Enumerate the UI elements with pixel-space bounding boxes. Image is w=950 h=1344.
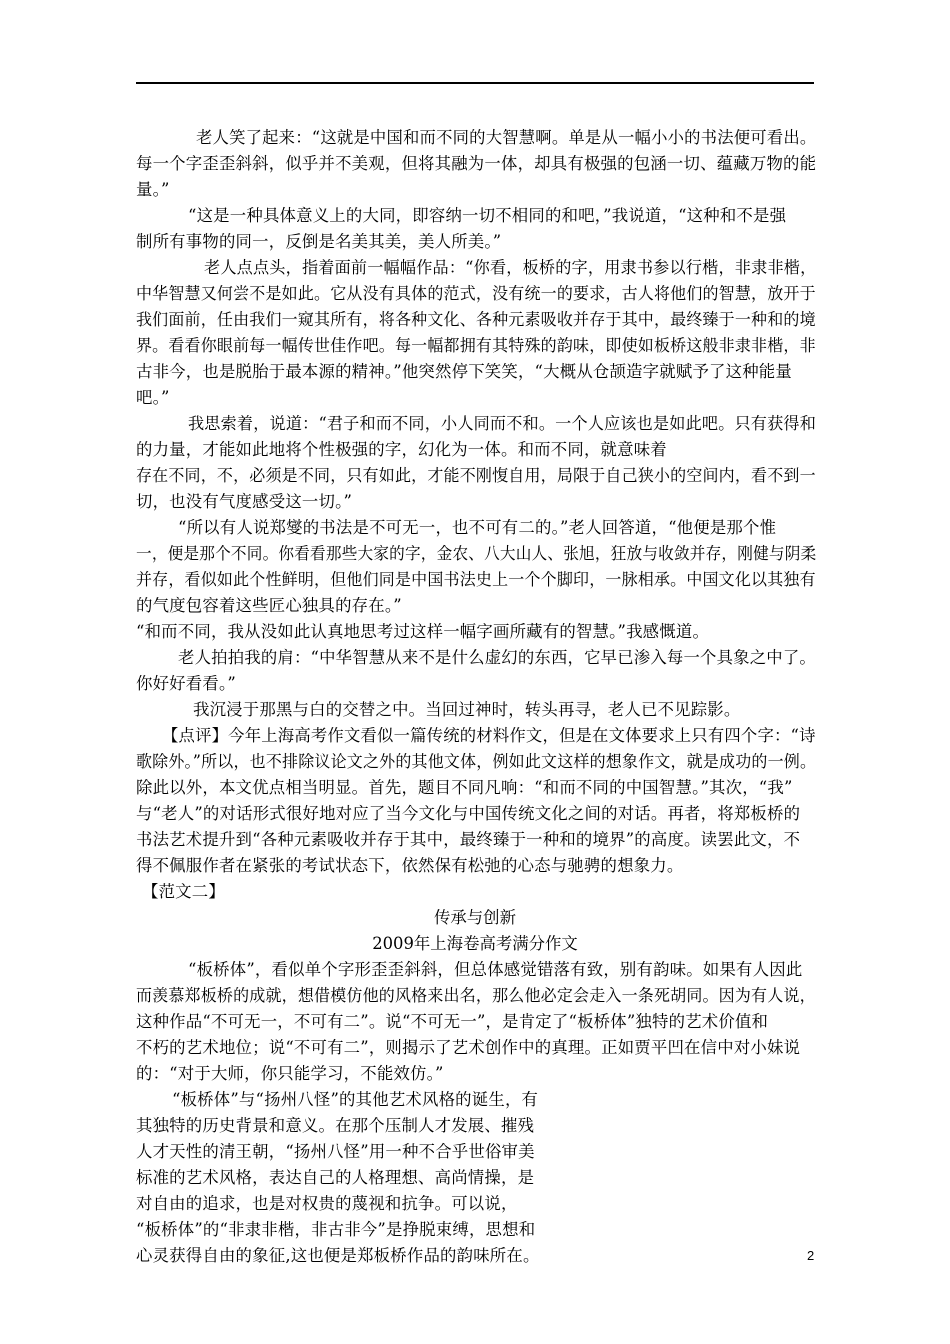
- text-line: 切，也没有气度感受这一切。”: [136, 492, 353, 511]
- text-line: 不朽的艺术地位；说“不可有二”，则揭示了艺术创作中的真理。正如贾平凹在信中对小妹说: [136, 1038, 801, 1057]
- text-line: “板桥体”的“非隶非楷，非古非今”是挣脱束缚，思想和: [136, 1220, 536, 1239]
- text-line: 的：“对于大师，你只能学习，不能效仿。”: [136, 1064, 444, 1083]
- text-line: 与“老人”的对话形式很好地对应了当今文化与中国传统文化之间的对话。再者，将郑板桥的: [136, 804, 801, 823]
- text-line: 你好好看看。”: [136, 674, 236, 693]
- text-line: 这种作品“不可无一，不可有二”。说“不可无一”，是肯定了“板桥体”独特的艺术价值和: [136, 1012, 769, 1031]
- text-line: 我沉浸于那黑与白的交替之中。当回过神时，转头再寻，老人已不见踪影。: [193, 700, 741, 719]
- text-line: 书法艺术提升到“各种元素吸收并存于其中，最终臻于一种和的境界”的高度。读罢此文，不: [136, 830, 801, 849]
- text-line: 吧。”: [136, 388, 170, 407]
- text-line: 老人点点头，指着面前一幅幅作品：“你看，板桥的字，用隶书参以行楷，非隶非楷，: [204, 258, 817, 277]
- text-line: 人才天性的清王朝，“扬州八怪”用一种不合乎世俗审美: [136, 1142, 535, 1161]
- text-line: 老人笑了起来：“这就是中国和而不同的大智慧啊。单是从一幅小小的书法便可看出。: [196, 128, 817, 147]
- section-label: 【范文二】: [142, 882, 225, 901]
- text-line: 的气度包容着这些匠心独具的存在。”: [136, 596, 402, 615]
- text-line: 并存，看似如此个性鲜明，但他们同是中国书法史上一个个脚印，一脉相承。中国文化以其独有: [136, 570, 816, 589]
- text-line: 界。看看你眼前每一幅传世佳作吧。每一幅都拥有其特殊的韵味，即使如板桥这般非隶非楷，非: [136, 336, 816, 355]
- essay-subtitle: 2009年上海卷高考满分作文: [372, 934, 578, 953]
- text-line: 存在不同，不，必须是不同，只有如此，才能不刚愎自用，局限于自己狭小的空间内，看不到一: [136, 466, 816, 485]
- text-line: 除此以外，本文优点相当明显。首先，题目不同凡响：“和而不同的中国智慧。”其次，“我”: [136, 778, 793, 797]
- text-line: 我们面前，任由我们一窥其所有，将各种文化、各种元素吸收并存于其中，最终臻于一种和的境: [136, 310, 816, 329]
- text-line: 其独特的历史背景和意义。在那个压制人才发展、摧残: [136, 1116, 535, 1135]
- text-line: “所以有人说郑燮的书法是不可无一，也不可有二的。”老人回答道，“他便是那个惟: [178, 518, 777, 537]
- text-line: “和而不同，我从没如此认真地思考过这样一幅字画所藏有的智慧。”我感慨道。: [136, 622, 710, 641]
- text-line: 我思索着，说道：“君子和而不同，小人同而不和。一个人应该也是如此吧。只有获得和: [188, 414, 817, 433]
- page-number: 2: [807, 1248, 815, 1263]
- text-line: 制所有事物的同一，反倒是名美其美，美人所美。”: [136, 232, 502, 251]
- text-line: 老人拍拍我的肩：“中华智慧从来不是什么虚幻的东西，它早已渗入每一个具象之中了。: [178, 648, 817, 667]
- text-line: 【点评】今年上海高考作文看似一篇传统的材料作文，但是在文体要求上只有四个字：“诗: [162, 726, 816, 745]
- text-line: 每一个字歪歪斜斜，似乎并不美观，但将其融为一体，却具有极强的包涵一切、蕴藏万物的能: [136, 154, 817, 173]
- header-rule: [136, 82, 814, 84]
- text-line: 一，便是那个不同。你看看那些大家的字，金农、八大山人、张旭，狂放与收敛并存，刚健与阴柔: [136, 544, 817, 563]
- text-line: 歌除外。”所以，也不排除议论文之外的其他文体，例如此文这样的想象作文，就是成功的一例。: [136, 752, 817, 771]
- text-line: 量。”: [136, 180, 170, 199]
- text-line: 心灵获得自由的象征,这也便是郑板桥作品的韵味所在。: [136, 1246, 540, 1265]
- text-line: “这是一种具体意义上的大同，即容纳一切不相同的和吧，”我说道，“这种和不是强: [188, 206, 787, 225]
- text-line: 对自由的追求，也是对权贵的蔑视和抗争。可以说，: [136, 1194, 518, 1213]
- text-line: 标准的艺术风格，表达自己的人格理想、高尚情操，是: [136, 1168, 535, 1187]
- text-line: 中华智慧又何尝不是如此。它从没有具体的范式，没有统一的要求，古人将他们的智慧，放开于: [136, 284, 816, 303]
- essay-title: 传承与创新: [434, 908, 516, 927]
- text-line: 的力量，才能如此地将个性极强的字，幻化为一体。和而不同，就意味着: [136, 440, 667, 459]
- text-line: 得不佩服作者在紧张的考试状态下，依然保有松弛的心态与驰骋的想象力。: [136, 856, 684, 875]
- text-line: “板桥体”与“扬州八怪”的其他艺术风格的诞生，有: [172, 1090, 539, 1109]
- text-line: “板桥体”，看似单个字形歪歪斜斜，但总体感觉错落有致，别有韵味。如果有人因此: [188, 960, 803, 979]
- text-line: 古非今，也是脱胎于最本源的精神。”他突然停下笑笑，“大概从仓颉造字就赋予了这种能量: [136, 362, 792, 381]
- text-line: 而羡慕郑板桥的成就，想借模仿他的风格来出名，那么他必定会走入一条死胡同。因为有人说，: [136, 986, 816, 1005]
